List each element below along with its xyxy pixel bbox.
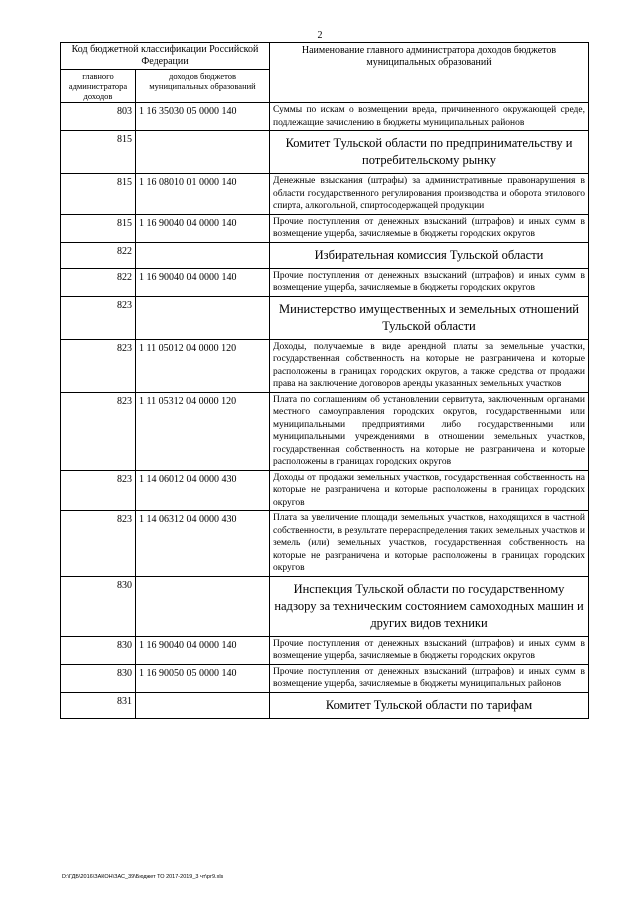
empty-code-cell bbox=[136, 692, 270, 718]
table-row bbox=[61, 268, 589, 296]
admin-code-cell: 823 bbox=[61, 296, 136, 339]
table-row bbox=[61, 214, 589, 242]
code-group-header: Код бюджетной классификации Российской Федерации bbox=[61, 43, 270, 70]
income-description: Плата по соглашениям об установлении сервитута, заключенным органами местного самоуправления городских округов, государственными или муниципальными предприятиями либо государственными или муниципальными учреждениями в отношении земельных участков, государственная собственность на которые не разграничена и которые расположены в границах городских округов bbox=[270, 392, 589, 470]
admin-code-cell: 822 bbox=[61, 268, 136, 296]
admin-code-cell: 830 bbox=[61, 576, 136, 636]
table-row bbox=[61, 664, 589, 692]
income-description: Прочие поступления от денежных взысканий (штрафов) и иных сумм в возмещение ущерба, зачисляемые в бюджеты городских округов bbox=[270, 636, 589, 664]
administrator-title-row bbox=[61, 296, 589, 339]
admin-code-cell: 823 bbox=[61, 339, 136, 392]
income-code-cell: 1 16 35030 05 0000 140 bbox=[136, 103, 270, 131]
admin-code-cell: 823 bbox=[61, 470, 136, 511]
administrator-title-row bbox=[61, 131, 589, 174]
admin-code-cell: 830 bbox=[61, 636, 136, 664]
administrator-name: Избирательная комиссия Тульской области bbox=[270, 242, 589, 268]
income-description: Плата за увеличение площади земельных участков, находящихся в частной собственности, в результате перераспределения таких земельных участков и земель (или) земельных участков, государственная собственность на которые не разграничена и которые расположены в границах городских округов bbox=[270, 511, 589, 577]
empty-code-cell bbox=[136, 242, 270, 268]
file-path-footer: D:\ГДБ\2016\ЗАКОН\ЗАС_39\Бюджет ТО 2017-2019_3 чт\рг9.xls bbox=[62, 874, 224, 880]
table-row bbox=[61, 339, 589, 392]
table-row bbox=[61, 511, 589, 577]
empty-code-cell bbox=[136, 576, 270, 636]
admin-code-cell: 823 bbox=[61, 392, 136, 470]
name-header: Наименование главного администратора доходов бюджетов муниципальных образований bbox=[270, 43, 589, 103]
income-code-cell: 1 16 90040 04 0000 140 bbox=[136, 636, 270, 664]
table-row bbox=[61, 174, 589, 215]
admin-code-cell: 831 bbox=[61, 692, 136, 718]
administrator-name: Комитет Тульской области по предпринимательству и потребительскому рынку bbox=[270, 131, 589, 174]
table-row bbox=[61, 636, 589, 664]
empty-code-cell bbox=[136, 131, 270, 174]
income-code-cell: 1 11 05012 04 0000 120 bbox=[136, 339, 270, 392]
admin-code-header: главного администратора доходов bbox=[61, 70, 136, 103]
header-row bbox=[61, 43, 589, 70]
income-description: Суммы по искам о возмещении вреда, причиненного окружающей среде, подлежащие зачислению в бюджеты муниципальных районов bbox=[270, 103, 589, 131]
income-code-cell: 1 16 90050 05 0000 140 bbox=[136, 664, 270, 692]
income-description: Прочие поступления от денежных взысканий (штрафов) и иных сумм в возмещение ущерба, зачисляемые в бюджеты городских округов bbox=[270, 268, 589, 296]
administrator-title-row bbox=[61, 692, 589, 718]
income-code-cell: 1 16 90040 04 0000 140 bbox=[136, 214, 270, 242]
revenue-admin-table bbox=[60, 42, 589, 719]
admin-code-cell: 822 bbox=[61, 242, 136, 268]
empty-code-cell bbox=[136, 296, 270, 339]
income-code-cell: 1 14 06012 04 0000 430 bbox=[136, 470, 270, 511]
admin-code-cell: 823 bbox=[61, 511, 136, 577]
income-description: Прочие поступления от денежных взысканий (штрафов) и иных сумм в возмещение ущерба, зачисляемые в бюджеты муниципальных районов bbox=[270, 664, 589, 692]
administrator-name: Комитет Тульской области по тарифам bbox=[270, 692, 589, 718]
table-row bbox=[61, 392, 589, 470]
income-description: Прочие поступления от денежных взысканий (штрафов) и иных сумм в возмещение ущерба, зачисляемые в бюджеты городских округов bbox=[270, 214, 589, 242]
admin-code-cell: 815 bbox=[61, 214, 136, 242]
table-row bbox=[61, 103, 589, 131]
admin-code-cell: 830 bbox=[61, 664, 136, 692]
income-description: Доходы, получаемые в виде арендной платы за земельные участки, государственная собственность на которые не разграничена и которые расположены в границах городских округов, а также средства от продажи права на заключение договоров аренды указанных земельных участков bbox=[270, 339, 589, 392]
income-code-cell: 1 11 05312 04 0000 120 bbox=[136, 392, 270, 470]
income-code-cell: 1 16 08010 01 0000 140 bbox=[136, 174, 270, 215]
table-body bbox=[61, 103, 589, 719]
admin-code-cell: 803 bbox=[61, 103, 136, 131]
income-description: Доходы от продажи земельных участков, государственная собственность на которые не разграничена и которые расположены в границах городских округов bbox=[270, 470, 589, 511]
administrator-name: Инспекция Тульской области по государственному надзору за техническим состоянием самоходных машин и других видов техники bbox=[270, 576, 589, 636]
income-code-cell: 1 14 06312 04 0000 430 bbox=[136, 511, 270, 577]
administrator-name: Министерство имущественных и земельных отношений Тульской области bbox=[270, 296, 589, 339]
table-row bbox=[61, 470, 589, 511]
admin-code-cell: 815 bbox=[61, 131, 136, 174]
administrator-title-row bbox=[61, 242, 589, 268]
page-number: 2 bbox=[317, 30, 323, 41]
income-code-header: доходов бюджетов муниципальных образований bbox=[136, 70, 270, 103]
administrator-title-row bbox=[61, 576, 589, 636]
income-description: Денежные взыскания (штрафы) за административные правонарушения в области государственного регулирования производства и оборота этилового спирта, алкогольной, спиртосодержащей продукции bbox=[270, 174, 589, 215]
admin-code-cell: 815 bbox=[61, 174, 136, 215]
income-code-cell: 1 16 90040 04 0000 140 bbox=[136, 268, 270, 296]
